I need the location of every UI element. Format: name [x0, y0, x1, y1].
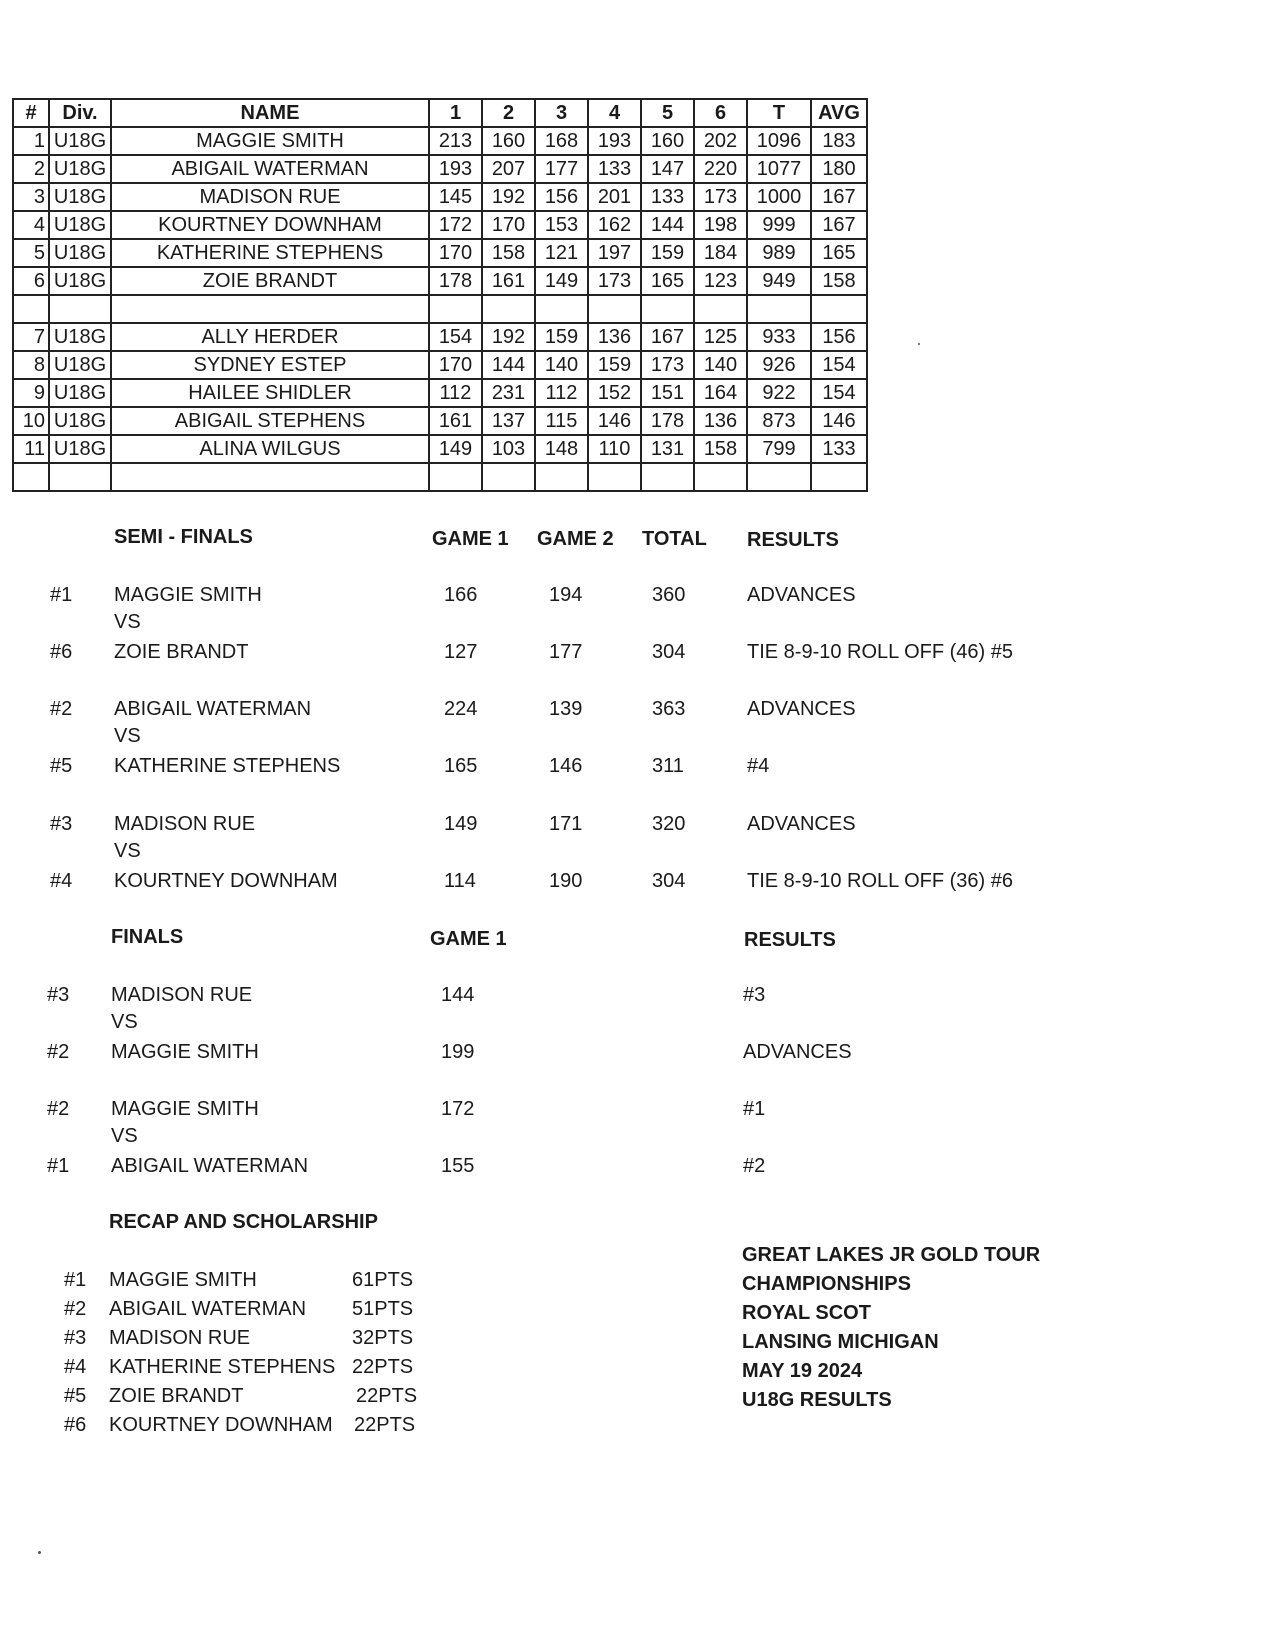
semi-final-bottom-row [0, 640, 1275, 664]
game-1-score: 155 [441, 1155, 475, 1177]
recap-row [0, 1355, 700, 1379]
game-5-cell: 144 [641, 211, 694, 239]
final-top-row [0, 1097, 1275, 1121]
game-3-cell [535, 295, 588, 323]
game-1-cell: 161 [429, 407, 482, 435]
bowler-name: ABIGAIL WATERMAN [114, 698, 312, 720]
semi-final-bottom-row [0, 869, 1275, 893]
scan-speck [38, 1551, 41, 1554]
game-2-cell: 231 [482, 379, 535, 407]
total-cell: 1000 [747, 183, 811, 211]
bowler-name-cell: ALLY HERDER [111, 323, 429, 351]
game-2-score: 190 [549, 870, 583, 892]
game-1-cell: 172 [429, 211, 482, 239]
versus-row [0, 839, 1275, 863]
final-bottom-row [0, 1154, 1275, 1178]
game-3-cell: 140 [535, 351, 588, 379]
total-cell: 1096 [747, 127, 811, 155]
versus-label: VS [111, 1011, 138, 1033]
division-cell: U18G [49, 351, 111, 379]
final-bottom-row [0, 1040, 1275, 1064]
versus-label: VS [114, 611, 141, 633]
game-5-cell: 131 [641, 435, 694, 463]
bowler-name: MAGGIE SMITH [111, 1041, 259, 1063]
game-1-score: 165 [444, 755, 478, 777]
bowler-name-cell [111, 295, 429, 323]
recap-points: 22PTS [354, 1414, 416, 1436]
versus-row [0, 724, 1275, 748]
seed-label: #1 [47, 1155, 70, 1177]
total-score: 363 [652, 698, 686, 720]
result-text: TIE 8-9-10 ROLL OFF (36) #6 [747, 870, 1014, 892]
bowler-name: ABIGAIL WATERMAN [109, 1298, 307, 1320]
recap-rank: #3 [64, 1327, 87, 1349]
division-cell: U18G [49, 407, 111, 435]
total-cell [747, 463, 811, 491]
table-row [13, 295, 867, 323]
game-3-cell: 115 [535, 407, 588, 435]
game-5-cell: 159 [641, 239, 694, 267]
game-1-score: 149 [444, 813, 478, 835]
event-info-line: GREAT LAKES JR GOLD TOUR [742, 1244, 1041, 1266]
bowler-name: KATHERINE STEPHENS [114, 755, 341, 777]
total-cell: 949 [747, 267, 811, 295]
game-5-cell: 151 [641, 379, 694, 407]
total-cell: 926 [747, 351, 811, 379]
bowler-name-cell [111, 463, 429, 491]
header-game-4: 4 [588, 99, 641, 127]
game-2-cell [482, 295, 535, 323]
bowler-name-cell: HAILEE SHIDLER [111, 379, 429, 407]
game-2-cell: 170 [482, 211, 535, 239]
finals-game1-header: GAME 1 [430, 928, 507, 950]
division-cell: U18G [49, 435, 111, 463]
game-3-cell: 168 [535, 127, 588, 155]
recap-row [0, 1384, 700, 1408]
event-info-line: U18G RESULTS [742, 1389, 892, 1411]
game-1-score: 144 [441, 984, 475, 1006]
rank-cell: 7 [13, 323, 49, 351]
qualifying-standings-table [12, 98, 868, 492]
game-2-score: 177 [549, 641, 583, 663]
header-average: AVG [811, 99, 867, 127]
header-total: T [747, 99, 811, 127]
game-6-cell: 202 [694, 127, 747, 155]
game-3-cell [535, 463, 588, 491]
total-score: 304 [652, 641, 686, 663]
division-cell: U18G [49, 239, 111, 267]
bowler-name: MADISON RUE [114, 813, 256, 835]
table-row [13, 379, 867, 407]
recap-points: 32PTS [352, 1327, 414, 1349]
game-4-cell: 193 [588, 127, 641, 155]
rank-cell: 10 [13, 407, 49, 435]
rank-cell: 4 [13, 211, 49, 239]
game-1-cell: 213 [429, 127, 482, 155]
division-cell: U18G [49, 211, 111, 239]
total-cell: 999 [747, 211, 811, 239]
semi-final-top-row [0, 812, 1275, 836]
semi-final-top-row [0, 583, 1275, 607]
seed-label: #3 [47, 984, 70, 1006]
game-5-cell [641, 295, 694, 323]
event-info-line: MAY 19 2024 [742, 1360, 863, 1382]
rank-cell: 1 [13, 127, 49, 155]
recap-rank: #6 [64, 1414, 87, 1436]
bowler-name: ZOIE BRANDT [114, 641, 249, 663]
table-row [13, 323, 867, 351]
rank-cell: 5 [13, 239, 49, 267]
header-name: NAME [111, 99, 429, 127]
average-cell: 180 [811, 155, 867, 183]
game-6-cell: 125 [694, 323, 747, 351]
recap-row [0, 1268, 700, 1292]
average-cell: 167 [811, 183, 867, 211]
game-3-cell: 149 [535, 267, 588, 295]
game-1-score: 199 [441, 1041, 475, 1063]
game-3-cell: 112 [535, 379, 588, 407]
game-1-cell: 149 [429, 435, 482, 463]
table-row [13, 435, 867, 463]
table-row [13, 211, 867, 239]
game-3-cell: 153 [535, 211, 588, 239]
game-2-cell: 103 [482, 435, 535, 463]
semi-final-top-row [0, 697, 1275, 721]
recap-row [0, 1413, 700, 1437]
total-cell: 989 [747, 239, 811, 267]
game-5-cell: 173 [641, 351, 694, 379]
header-game-2: 2 [482, 99, 535, 127]
rank-cell [13, 295, 49, 323]
rank-cell: 11 [13, 435, 49, 463]
game-4-cell: 159 [588, 351, 641, 379]
rank-cell: 6 [13, 267, 49, 295]
total-cell: 922 [747, 379, 811, 407]
average-cell: 133 [811, 435, 867, 463]
game-4-cell: 197 [588, 239, 641, 267]
total-cell: 873 [747, 407, 811, 435]
finals-results-header: RESULTS [744, 929, 836, 951]
average-cell [811, 463, 867, 491]
total-score: 360 [652, 584, 686, 606]
seed-label: #2 [50, 698, 73, 720]
seed-label: #3 [50, 813, 73, 835]
bowler-name-cell: MADISON RUE [111, 183, 429, 211]
bowler-name: MAGGIE SMITH [109, 1269, 257, 1291]
division-cell: U18G [49, 127, 111, 155]
game-2-score: 146 [549, 755, 583, 777]
recap-rank: #1 [64, 1269, 87, 1291]
game-1-cell: 193 [429, 155, 482, 183]
event-info-line: LANSING MICHIGAN [742, 1331, 939, 1353]
game-1-cell: 154 [429, 323, 482, 351]
game-4-cell: 173 [588, 267, 641, 295]
rank-cell: 8 [13, 351, 49, 379]
game-2-cell: 137 [482, 407, 535, 435]
game-6-cell [694, 463, 747, 491]
game-5-cell [641, 463, 694, 491]
average-cell [811, 295, 867, 323]
event-info-line: ROYAL SCOT [742, 1302, 871, 1324]
header-game-6: 6 [694, 99, 747, 127]
bowler-name: KOURTNEY DOWNHAM [114, 870, 338, 892]
division-cell: U18G [49, 183, 111, 211]
bowler-name-cell: MAGGIE SMITH [111, 127, 429, 155]
division-cell: U18G [49, 323, 111, 351]
total-cell: 799 [747, 435, 811, 463]
average-cell: 165 [811, 239, 867, 267]
rank-cell: 9 [13, 379, 49, 407]
seed-label: #6 [50, 641, 73, 663]
bowler-name-cell: KOURTNEY DOWNHAM [111, 211, 429, 239]
versus-row [0, 610, 1275, 634]
result-text: #4 [747, 755, 770, 777]
game-2-score: 171 [549, 813, 583, 835]
result-text: #1 [743, 1098, 766, 1120]
game-3-cell: 159 [535, 323, 588, 351]
event-info-line: CHAMPIONSHIPS [742, 1273, 911, 1295]
game-5-cell: 160 [641, 127, 694, 155]
semi-finals-game2-header: GAME 2 [537, 528, 614, 550]
game-6-cell: 220 [694, 155, 747, 183]
header-game-3: 3 [535, 99, 588, 127]
table-row [13, 351, 867, 379]
game-4-cell: 133 [588, 155, 641, 183]
division-cell: U18G [49, 267, 111, 295]
scan-speck [918, 343, 920, 345]
seed-label: #2 [47, 1098, 70, 1120]
game-1-cell [429, 463, 482, 491]
game-6-cell [694, 295, 747, 323]
header-game-5: 5 [641, 99, 694, 127]
result-text: ADVANCES [743, 1041, 852, 1063]
game-6-cell: 158 [694, 435, 747, 463]
seed-label: #2 [47, 1041, 70, 1063]
bowler-name: KATHERINE STEPHENS [109, 1356, 336, 1378]
game-1-score: 172 [441, 1098, 475, 1120]
game-2-score: 139 [549, 698, 583, 720]
game-4-cell: 162 [588, 211, 641, 239]
game-3-cell: 177 [535, 155, 588, 183]
game-1-cell: 112 [429, 379, 482, 407]
bowler-name: MADISON RUE [109, 1327, 251, 1349]
header-game-1: 1 [429, 99, 482, 127]
game-2-cell [482, 463, 535, 491]
game-1-cell: 170 [429, 351, 482, 379]
bowler-name-cell: SYDNEY ESTEP [111, 351, 429, 379]
result-text: ADVANCES [747, 698, 856, 720]
semi-finals-game1-header: GAME 1 [432, 528, 509, 550]
finals-title: FINALS [111, 926, 184, 948]
game-1-score: 166 [444, 584, 478, 606]
game-3-cell: 121 [535, 239, 588, 267]
seed-label: #1 [50, 584, 73, 606]
versus-label: VS [114, 725, 141, 747]
bowler-name-cell: ABIGAIL WATERMAN [111, 155, 429, 183]
result-text: ADVANCES [747, 584, 856, 606]
game-4-cell [588, 463, 641, 491]
total-cell: 1077 [747, 155, 811, 183]
game-5-cell: 147 [641, 155, 694, 183]
game-5-cell: 178 [641, 407, 694, 435]
division-cell: U18G [49, 155, 111, 183]
game-6-cell: 136 [694, 407, 747, 435]
recap-rank: #2 [64, 1298, 87, 1320]
bowler-name-cell: ZOIE BRANDT [111, 267, 429, 295]
header-rank: # [13, 99, 49, 127]
game-6-cell: 164 [694, 379, 747, 407]
game-1-cell: 170 [429, 239, 482, 267]
game-4-cell: 136 [588, 323, 641, 351]
versus-row [0, 1010, 1275, 1034]
rank-cell [13, 463, 49, 491]
semi-finals-results-header: RESULTS [747, 529, 839, 551]
game-4-cell: 110 [588, 435, 641, 463]
game-5-cell: 165 [641, 267, 694, 295]
recap-points: 51PTS [352, 1298, 414, 1320]
game-5-cell: 167 [641, 323, 694, 351]
recap-points: 61PTS [352, 1269, 414, 1291]
bowler-name: MAGGIE SMITH [111, 1098, 259, 1120]
total-score: 320 [652, 813, 686, 835]
total-score: 311 [652, 755, 684, 777]
game-2-cell: 160 [482, 127, 535, 155]
average-cell: 158 [811, 267, 867, 295]
game-3-cell: 148 [535, 435, 588, 463]
recap-title: RECAP AND SCHOLARSHIP [109, 1211, 378, 1233]
average-cell: 156 [811, 323, 867, 351]
division-cell [49, 463, 111, 491]
semi-finals-total-header: TOTAL [642, 528, 707, 550]
game-4-cell: 152 [588, 379, 641, 407]
rank-cell: 2 [13, 155, 49, 183]
seed-label: #5 [50, 755, 73, 777]
game-4-cell [588, 295, 641, 323]
bowler-name: ZOIE BRANDT [109, 1385, 244, 1407]
result-text: #2 [743, 1155, 766, 1177]
bowler-name: MADISON RUE [111, 984, 253, 1006]
average-cell: 167 [811, 211, 867, 239]
game-1-cell [429, 295, 482, 323]
final-top-row [0, 983, 1275, 1007]
game-4-cell: 146 [588, 407, 641, 435]
table-row [13, 239, 867, 267]
game-2-cell: 207 [482, 155, 535, 183]
table-row [13, 407, 867, 435]
table-row [13, 155, 867, 183]
recap-rank: #5 [64, 1385, 87, 1407]
table-row [13, 463, 867, 491]
table-header-row [13, 99, 867, 127]
game-2-score: 194 [549, 584, 583, 606]
versus-row [0, 1124, 1275, 1148]
seed-label: #4 [50, 870, 73, 892]
recap-row [0, 1297, 700, 1321]
rank-cell: 3 [13, 183, 49, 211]
game-5-cell: 133 [641, 183, 694, 211]
total-score: 304 [652, 870, 686, 892]
game-6-cell: 123 [694, 267, 747, 295]
game-2-cell: 192 [482, 183, 535, 211]
division-cell: U18G [49, 379, 111, 407]
game-4-cell: 201 [588, 183, 641, 211]
total-cell: 933 [747, 323, 811, 351]
bowler-name: KOURTNEY DOWNHAM [109, 1414, 333, 1436]
average-cell: 154 [811, 351, 867, 379]
average-cell: 154 [811, 379, 867, 407]
average-cell: 183 [811, 127, 867, 155]
bowler-name-cell: KATHERINE STEPHENS [111, 239, 429, 267]
result-text: TIE 8-9-10 ROLL OFF (46) #5 [747, 641, 1014, 663]
game-2-cell: 161 [482, 267, 535, 295]
recap-points: 22PTS [352, 1356, 414, 1378]
bowler-name: MAGGIE SMITH [114, 584, 262, 606]
game-3-cell: 156 [535, 183, 588, 211]
recap-rank: #4 [64, 1356, 87, 1378]
table-row [13, 127, 867, 155]
division-cell [49, 295, 111, 323]
result-text: ADVANCES [747, 813, 856, 835]
average-cell: 146 [811, 407, 867, 435]
game-2-cell: 158 [482, 239, 535, 267]
versus-label: VS [114, 840, 141, 862]
table-row [13, 183, 867, 211]
header-division: Div. [49, 99, 111, 127]
game-1-score: 127 [444, 641, 478, 663]
bowler-name: ABIGAIL WATERMAN [111, 1155, 309, 1177]
recap-points: 22PTS [356, 1385, 418, 1407]
game-2-cell: 144 [482, 351, 535, 379]
recap-row [0, 1326, 700, 1350]
result-text: #3 [743, 984, 766, 1006]
game-6-cell: 184 [694, 239, 747, 267]
bowler-name-cell: ABIGAIL STEPHENS [111, 407, 429, 435]
game-1-score: 114 [444, 870, 476, 892]
game-1-cell: 145 [429, 183, 482, 211]
semi-final-bottom-row [0, 754, 1275, 778]
game-1-score: 224 [444, 698, 478, 720]
total-cell [747, 295, 811, 323]
table-row [13, 267, 867, 295]
game-2-cell: 192 [482, 323, 535, 351]
versus-label: VS [111, 1125, 138, 1147]
game-6-cell: 173 [694, 183, 747, 211]
bowler-name-cell: ALINA WILGUS [111, 435, 429, 463]
game-6-cell: 140 [694, 351, 747, 379]
semi-finals-title: SEMI - FINALS [114, 526, 253, 548]
game-1-cell: 178 [429, 267, 482, 295]
game-6-cell: 198 [694, 211, 747, 239]
